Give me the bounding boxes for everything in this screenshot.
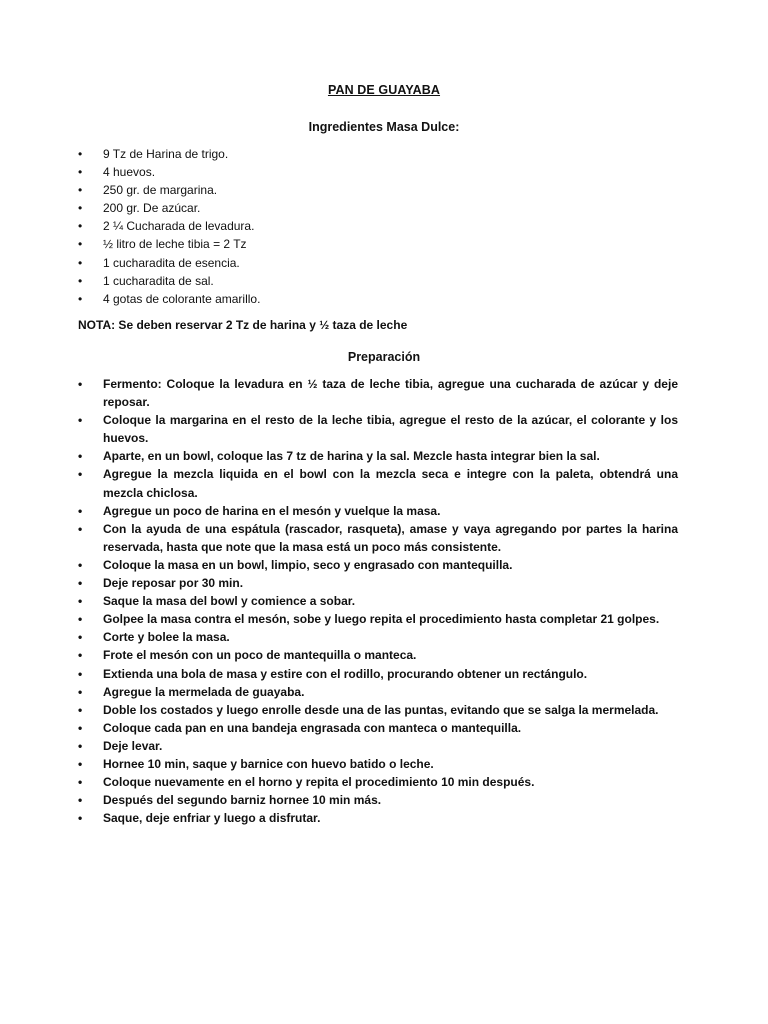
preparation-step	[78, 610, 678, 628]
preparation-step	[78, 665, 678, 683]
ingredient-text: 9 Tz de Harina de trigo.	[103, 147, 229, 161]
bullet-icon: •	[78, 521, 83, 536]
bullet-icon: •	[78, 594, 83, 609]
bullet-icon: •	[78, 793, 83, 808]
bullet-icon: •	[78, 201, 83, 216]
preparation-step	[78, 701, 678, 719]
step-text: Extienda una bola de masa y estire con el rodillo, procurando obtener un rectángulo.	[103, 666, 588, 681]
ingredient-text: 2 ¼ Cucharada de levadura.	[103, 219, 255, 234]
note-text: NOTA: Se deben reservar 2 Tz de harina y ½ taza de leche	[78, 318, 408, 332]
ingredient-item	[78, 272, 260, 290]
ingredient-text: 200 gr. De azúcar.	[103, 201, 201, 216]
ingredient-item	[78, 199, 260, 217]
ingredient-item	[78, 217, 260, 235]
bullet-icon: •	[78, 291, 83, 306]
step-text: Coloque nuevamente en el horno y repita el procedimiento 10 min después.	[103, 775, 535, 790]
bullet-icon: •	[78, 576, 83, 591]
preparation-step	[78, 791, 678, 809]
preparation-step	[78, 465, 678, 501]
ingredient-item	[78, 181, 260, 199]
step-text: Coloque la levadura en ½ taza de leche tibia, agregue una cucharada de azúcar y deje reposar.	[103, 377, 678, 410]
preparation-step	[78, 737, 678, 755]
ingredients-list	[78, 145, 260, 308]
preparation-step	[78, 646, 678, 664]
step-text: Coloque cada pan en una bandeja engrasada con manteca o mantequilla.	[103, 720, 522, 735]
bullet-icon: •	[78, 237, 83, 252]
bullet-icon: •	[78, 183, 83, 198]
step-text: Agregue la mezcla liquida en el bowl con la mezcla seca e integre con la paleta, obtendrá una mezcla chiclosa.	[103, 467, 678, 500]
bullet-icon: •	[78, 775, 83, 790]
ingredient-text: 1 cucharadita de esencia.	[103, 255, 240, 270]
ingredient-item	[78, 145, 260, 163]
step-text: Con la ayuda de una espátula (rascador, rasqueta), amase y vaya agregando por partes la harina reservada, hasta que note que la masa está un poco más consistente.	[103, 521, 678, 554]
bullet-icon: •	[78, 666, 83, 681]
step-text: Saque, deje enfriar y luego a disfrutar.	[103, 811, 321, 826]
step-text: Doble los costados y luego enrolle desde una de las puntas, evitando que se salga la mermelada.	[103, 702, 659, 717]
bullet-icon: •	[78, 811, 83, 826]
bullet-icon: •	[78, 467, 83, 482]
step-text: Agregue un poco de harina en el mesón y vuelque la masa.	[103, 503, 441, 518]
step-text: Coloque la masa en un bowl, limpio, seco y engrasado con mantequilla.	[103, 557, 513, 572]
step-text: Después del segundo barniz hornee 10 min más.	[103, 793, 382, 808]
preparation-step	[78, 719, 678, 737]
ingredient-item	[78, 290, 260, 308]
preparation-step	[78, 520, 678, 556]
ingredient-item	[78, 235, 260, 253]
preparation-step	[78, 447, 678, 465]
bullet-icon: •	[78, 630, 83, 645]
bullet-icon: •	[78, 557, 83, 572]
step-text: Aparte, en un bowl, coloque las 7 tz de harina y la sal. Mezcle hasta integrar bien la sal.	[103, 449, 600, 464]
ingredient-text: 250 gr. de margarina.	[103, 183, 218, 198]
ingredient-text: 1 cucharadita de sal.	[103, 273, 214, 288]
bullet-icon: •	[78, 165, 83, 180]
step-text: Coloque la margarina en el resto de la leche tibia, agregue el resto de la azúcar, el colorante y los huevos.	[103, 413, 678, 446]
bullet-icon: •	[78, 684, 83, 699]
ingredient-text: 4 huevos.	[103, 165, 156, 180]
bullet-icon: •	[78, 273, 83, 288]
bullet-icon: •	[78, 219, 83, 234]
preparation-step	[78, 809, 678, 827]
step-text: Hornee 10 min, saque y barnice con huevo batido o leche.	[103, 756, 434, 771]
recipe-title: PAN DE GUAYABA	[327, 83, 441, 97]
bullet-icon: •	[78, 449, 83, 464]
preparation-list	[78, 375, 678, 827]
ingredient-item	[78, 254, 260, 272]
preparation-step	[78, 773, 678, 791]
step-text: Agregue la mermelada de guayaba.	[103, 684, 305, 699]
preparation-step	[78, 556, 678, 574]
ingredient-item	[78, 163, 260, 181]
ingredient-text: ½ litro de leche tibia = 2 Tz	[103, 237, 247, 252]
bullet-icon: •	[78, 702, 83, 717]
step-lead: Fermento:	[103, 377, 162, 391]
bullet-icon: •	[78, 377, 83, 391]
bullet-icon: •	[78, 720, 83, 735]
preparation-step	[78, 628, 678, 646]
preparation-step	[78, 411, 678, 447]
ingredient-text: 4 gotas de colorante amarillo.	[103, 291, 261, 306]
step-text: Saque la masa del bowl y comience a sobar.	[103, 594, 356, 609]
bullet-icon: •	[78, 413, 83, 428]
preparation-step	[78, 375, 678, 411]
bullet-icon: •	[78, 255, 83, 270]
bullet-icon: •	[78, 756, 83, 771]
preparation-step	[78, 592, 678, 610]
bullet-icon: •	[78, 147, 83, 161]
preparation-heading: Preparación	[347, 350, 421, 364]
bullet-icon: •	[78, 648, 83, 663]
preparation-step	[78, 683, 678, 701]
step-text: Corte y bolee la masa.	[103, 630, 230, 645]
bullet-icon: •	[78, 612, 83, 627]
bullet-icon: •	[78, 738, 83, 753]
step-text: Frote el mesón con un poco de mantequilla o manteca.	[103, 648, 417, 663]
preparation-step	[78, 574, 678, 592]
preparation-step	[78, 755, 678, 773]
step-text: Golpee la masa contra el mesón, sobe y luego repita el procedimiento hasta completar 21 golpes.	[103, 612, 660, 627]
step-text: Deje reposar por 30 min.	[103, 576, 244, 591]
ingredients-heading: Ingredientes Masa Dulce:	[308, 120, 460, 134]
preparation-step	[78, 502, 678, 520]
step-text: Deje levar.	[103, 738, 163, 753]
bullet-icon: •	[78, 503, 83, 518]
